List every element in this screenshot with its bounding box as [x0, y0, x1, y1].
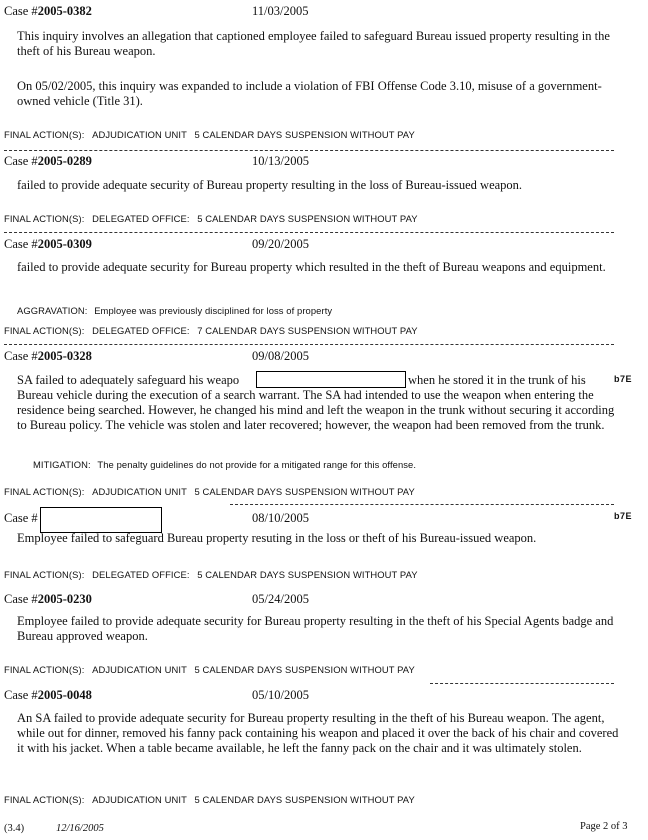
final-action-unit: ADJUDICATION UNIT	[92, 129, 187, 140]
footer-date: 12/16/2005	[56, 823, 104, 834]
case-label: Case #	[4, 349, 38, 363]
exemption-code: b7E	[614, 374, 633, 384]
final-action-label: FINAL ACTION(S):	[4, 325, 85, 336]
case-header	[4, 688, 92, 703]
case-description-line1-cont: when he stored it in the trunk of his	[408, 373, 586, 387]
final-action-label: FINAL ACTION(S):	[4, 129, 85, 140]
separator-line	[230, 504, 614, 505]
case-number: 2005-0048	[37, 688, 92, 702]
case-header	[4, 237, 92, 252]
aggravation-note	[17, 305, 332, 316]
case-description: failed to provide adequate security of Bureau property resulting in the loss of Bureau-issued weapon.	[17, 178, 523, 192]
separator-line	[430, 683, 614, 684]
case-header	[4, 4, 92, 19]
case-header	[4, 154, 92, 169]
separator-line	[4, 232, 614, 233]
final-action	[4, 486, 415, 497]
final-action	[4, 664, 415, 675]
case-date: 05/24/2005	[252, 592, 309, 606]
case-description: Employee failed to safeguard Bureau property resuting in the loss or theft of his Bureau-issued weapon.	[17, 531, 537, 545]
case-label: Case #	[4, 154, 38, 168]
case-date: 09/08/2005	[252, 349, 309, 363]
case-date: 05/10/2005	[252, 688, 309, 702]
case-number: 2005-0328	[37, 349, 92, 363]
case-description: This inquiry involves an allegation that captioned employee failed to safeguard Bureau issued property resulting in the theft of his Bureau weapon.	[17, 29, 610, 58]
final-action-label: FINAL ACTION(S):	[4, 569, 85, 580]
note-label: AGGRAVATION:	[17, 305, 88, 316]
case-header	[4, 592, 92, 607]
case-label: Case #	[4, 237, 38, 251]
case-description: Bureau vehicle during the execution of a search warrant. The SA had intended to use the weapon when entering the residence being searched. However, he changed his mind and left the weapon in the trunk without securing it according to Bureau policy. The vehicle was stolen and later recovered; however, the weapon had been removed from the trunk.	[17, 388, 615, 432]
mitigation-note	[33, 459, 416, 470]
case-date: 09/20/2005	[252, 237, 309, 251]
final-action-penalty: 5 CALENDAR DAYS SUSPENSION WITHOUT PAY	[194, 129, 415, 140]
separator-line	[4, 150, 614, 151]
case-header	[4, 349, 92, 364]
case-label: Case #	[4, 592, 38, 606]
case-description: An SA failed to provide adequate security for Bureau property resulting in the theft of his Bureau weapon. The agent, while out for dinner, removed his fanny pack containing his weapon and placed it over the back of his chair and covered it with his jacket. When a table became available, he left the fanny pack on the chair and it was ultimately stolen.	[17, 711, 619, 755]
final-action-unit: DELEGATED OFFICE:	[92, 325, 190, 336]
final-action-unit: ADJUDICATION UNIT	[92, 664, 187, 675]
case-number: 2005-0230	[37, 592, 92, 606]
final-action-penalty: 5 CALENDAR DAYS SUSPENSION WITHOUT PAY	[194, 664, 415, 675]
note-text: The penalty guidelines do not provide for a mitigated range for this offense.	[97, 459, 417, 470]
case-description-line1: SA failed to adequately safeguard his weapo	[17, 373, 240, 387]
final-action-label: FINAL ACTION(S):	[4, 794, 85, 805]
case-description: Employee failed to provide adequate security for Bureau property resulting in the theft of his Special Agents badge and Bureau approved weapon.	[17, 614, 614, 643]
final-action	[4, 794, 415, 805]
case-description: failed to provide adequate security for Bureau property which resulted in the theft of Bureau weapons and equipment.	[17, 260, 606, 274]
final-action-penalty: 7 CALENDAR DAYS SUSPENSION WITHOUT PAY	[197, 325, 418, 336]
final-action-unit: DELEGATED OFFICE:	[92, 569, 190, 580]
case-description: On 05/02/2005, this inquiry was expanded to include a violation of FBI Offense Code 3.10, misuse of a government-owned vehicle (Title 31).	[17, 79, 602, 108]
page-number: Page 2 of 3	[580, 821, 628, 832]
final-action	[4, 213, 418, 224]
note-text: Employee was previously disciplined for loss of property	[94, 305, 333, 316]
case-label: Case #	[4, 688, 38, 702]
case-number: 2005-0382	[37, 4, 92, 18]
case-number: 2005-0289	[37, 154, 92, 168]
final-action-unit: ADJUDICATION UNIT	[92, 794, 187, 805]
final-action-penalty: 5 CALENDAR DAYS SUSPENSION WITHOUT PAY	[197, 213, 418, 224]
case-number: 2005-0309	[37, 237, 92, 251]
case-date: 11/03/2005	[252, 4, 309, 18]
exemption-code: b7E	[614, 511, 633, 521]
final-action	[4, 325, 418, 336]
final-action-label: FINAL ACTION(S):	[4, 664, 85, 675]
case-label: Case #	[4, 511, 38, 525]
redaction-box	[40, 507, 162, 533]
final-action-penalty: 5 CALENDAR DAYS SUSPENSION WITHOUT PAY	[194, 794, 415, 805]
final-action-penalty: 5 CALENDAR DAYS SUSPENSION WITHOUT PAY	[194, 486, 415, 497]
case-date: 10/13/2005	[252, 154, 309, 168]
case-label: Case #	[4, 4, 38, 18]
final-action-label: FINAL ACTION(S):	[4, 486, 85, 497]
case-date: 08/10/2005	[252, 511, 309, 525]
final-action-unit: ADJUDICATION UNIT	[92, 486, 187, 497]
redaction-box	[256, 371, 406, 388]
note-label: MITIGATION:	[33, 459, 91, 470]
final-action	[4, 569, 418, 580]
final-action-unit: DELEGATED OFFICE:	[92, 213, 190, 224]
case-header	[4, 511, 38, 526]
final-action	[4, 129, 415, 140]
final-action-label: FINAL ACTION(S):	[4, 213, 85, 224]
separator-line	[4, 344, 614, 345]
footer-code: (3.4)	[4, 823, 25, 834]
final-action-penalty: 5 CALENDAR DAYS SUSPENSION WITHOUT PAY	[197, 569, 418, 580]
